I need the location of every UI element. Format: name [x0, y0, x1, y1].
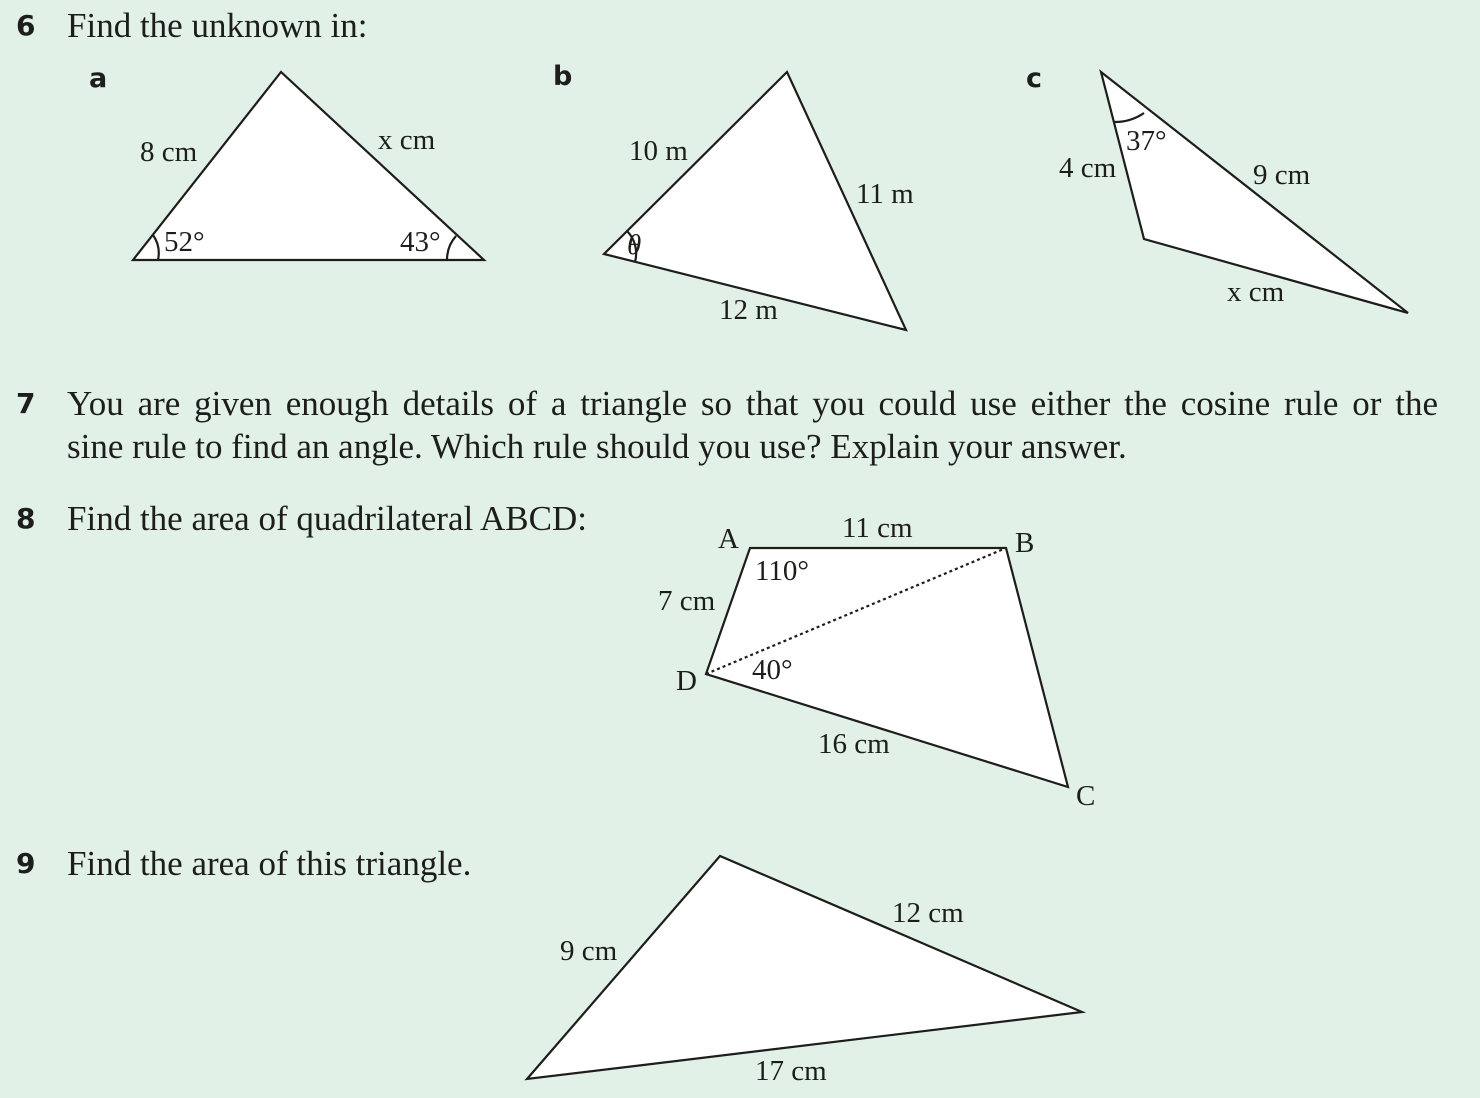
question-9-text: Find the area of this triangle. — [67, 844, 472, 883]
triangle-9-side-right: 12 cm — [892, 897, 964, 929]
question-6-number: 6 — [16, 9, 36, 42]
triangle-6c-side-left: 4 cm — [1059, 152, 1117, 184]
triangle-9-side-left: 9 cm — [560, 935, 618, 967]
question-9-number: 9 — [16, 847, 36, 880]
triangle-6a-side-left: 8 cm — [140, 136, 198, 168]
triangle-6a-side-right: x cm — [378, 124, 436, 156]
side-dc-label: 16 cm — [818, 728, 890, 760]
question-7-line-2: sine rule to find an angle. Which rule should you use? Explain your answer. — [67, 427, 1127, 466]
part-b-label: b — [553, 61, 573, 92]
question-8-text: Find the area of quadrilateral ABCD: — [67, 499, 587, 538]
angle-d-label: 40° — [752, 654, 793, 686]
triangle-6b-angle: θ — [627, 229, 642, 261]
vertex-a-label: A — [718, 523, 739, 555]
triangle-6c-angle-top: 37° — [1126, 125, 1167, 157]
side-ad-label: 7 cm — [658, 585, 716, 617]
vertex-b-label: B — [1015, 527, 1035, 559]
vertex-d-label: D — [676, 665, 697, 697]
question-7-line-1: You are given enough details of a triangle so that you could use either the cosine rule or the — [67, 384, 1438, 423]
quadrilateral-abcd — [658, 512, 1095, 812]
triangle-9-side-bottom: 17 cm — [755, 1055, 827, 1087]
triangle-6c-side-right: 9 cm — [1253, 159, 1311, 191]
question-7-number: 7 — [16, 387, 36, 420]
triangle-6b-side-right: 11 m — [856, 178, 914, 210]
triangle-6b-side-bottom: 12 m — [719, 294, 778, 326]
triangle-6b-side-left: 10 m — [629, 135, 688, 167]
triangle-9-shape — [527, 856, 1082, 1079]
question-6-text: Find the unknown in: — [67, 6, 368, 45]
triangle-6a-angle-left: 52° — [164, 226, 205, 258]
part-a-label: a — [89, 63, 108, 94]
vertex-c-label: C — [1076, 780, 1096, 812]
triangle-6a-angle-right: 43° — [400, 226, 441, 258]
part-c-label: c — [1026, 63, 1043, 94]
triangle-6b — [604, 72, 914, 330]
triangle-6c-side-bottom: x cm — [1227, 276, 1285, 308]
question-8-number: 8 — [16, 502, 36, 535]
angle-a-label: 110° — [755, 555, 810, 587]
triangle-9 — [527, 856, 1082, 1087]
triangle-6c — [1059, 72, 1408, 313]
triangle-6a — [133, 72, 484, 260]
side-ab-label: 11 cm — [842, 512, 913, 544]
